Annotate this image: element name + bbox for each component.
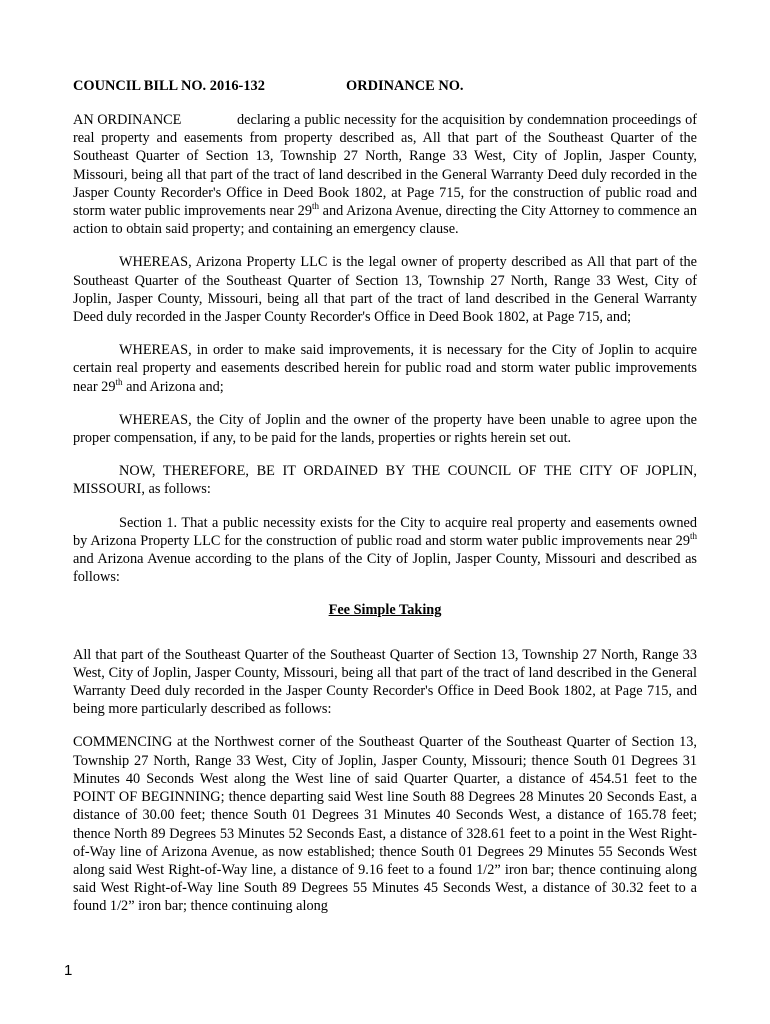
whereas2-superscript: th [115,376,123,387]
whereas-paragraph-3: WHEREAS, the City of Joplin and the owner of the property have been unable to agree upon the proper compensation, if any, to be paid for the lands, properties or rights herein set out. [73,411,697,447]
section1-text-a: Section 1. That a public necessity exists for the City to acquire real property and easements owned by Arizona Property LLC for the construction of public road and storm water public improvements near 29 [73,514,697,549]
ordinance-title-paragraph [73,111,697,238]
an-ordinance-label: AN ORDINANCE [73,112,182,128]
whereas-paragraph-2 [73,341,697,396]
title-text-a: declaring a public necessity for the acquisition by condemnation proceedings of real property and easements from property described as, All that part of the Southeast Quarter of the Southeast Quarter of Section 13, Township 27 North, Range 33 West, City of Joplin, Jasper County, Missouri, being all that part of the tract of land described in the General Warranty Deed duly recorded in the Jasper County Recorder's Office in Deed Book 1802, at Page 715, for the construction of public road and storm water public improvements near 29 [73,112,697,220]
ordinance-number: ORDINANCE NO. [346,78,464,94]
fee-simple-taking-heading: Fee Simple Taking [328,602,442,619]
whereas2-text-a: WHEREAS, in order to make said improvements, it is necessary for the City of Joplin to acquire certain real property and easements described herein for public road and storm water public improvements near 29 [73,342,697,395]
ordained-paragraph: NOW, THEREFORE, BE IT ORDAINED BY THE COUNCIL OF THE CITY OF JOPLIN, MISSOURI, as follows: [73,463,697,498]
section1-text-b: and Arizona Avenue according to the plans of the City of Joplin, Jasper County, Missouri and described as follows: [73,551,697,586]
title-text-b: and Arizona Avenue, directing the City Attorney to commence an action to obtain said property; and containing an emergency clause. [73,203,697,238]
whereas2-text-b: and Arizona and; [122,378,224,395]
section-1-paragraph [73,514,697,587]
title-superscript: th [311,201,319,212]
document-body [73,111,697,931]
whereas-paragraph-1: WHEREAS, Arizona Property LLC is the legal owner of property described as All that part of the Southeast Quarter of the Southeast Quarter of Section 13, Township 27 North, Range 33 West, City of Joplin, Jasper County, Missouri, being all that part of the tract of land described in the General Warranty Deed duly recorded in the Jasper County Recorder's Office in Deed Book 1802, at Page 715, and; [73,254,697,326]
legal-description-paragraph: All that part of the Southeast Quarter of the Southeast Quarter of Section 13, Township 27 North, Range 33 West, City of Joplin, Jasper County, Missouri, being all that part of the tract of land described in the General Warranty Deed duly recorded in the Jasper County Recorder's Office in Deed Book 1802, at Page 715, and being more particularly described as follows: [73,646,697,718]
page-number: 1 [64,962,73,979]
commencing-paragraph: COMMENCING at the Northwest corner of the Southeast Quarter of the Southeast Quarter of Section 13, Township 27 North, Range 33 West, City of Joplin, Jasper County, Missouri; thence South 01 Degrees 31 Minutes 40 Seconds West along the West line of said Quarter Quarter, a distance of 454.51 feet to the POINT OF BEGINNING; thence departing said West line South 88 Degrees 28 Minutes 20 Seconds East, a distance of 30.00 feet; thence South 01 Degrees 31 Minutes 40 Seconds West, a distance of 165.78 feet; thence North 89 Degrees 53 Minutes 52 Seconds East, a distance of 328.61 feet to a point in the West Right-of-Way line of Arizona Avenue, as now established; thence South 01 Degrees 29 Minutes 55 Seconds West along said West Right-of-Way line, a distance of 9.16 feet to a found 1/2” iron bar; thence continuing along said West Right-of-Way line South 89 Degrees 55 Minutes 45 Seconds West, a distance of 30.32 feet to a found 1/2” iron bar; thence continuing along [73,734,697,915]
section1-superscript: th [689,531,697,542]
council-bill-number: COUNCIL BILL NO. 2016-132 [73,78,265,94]
